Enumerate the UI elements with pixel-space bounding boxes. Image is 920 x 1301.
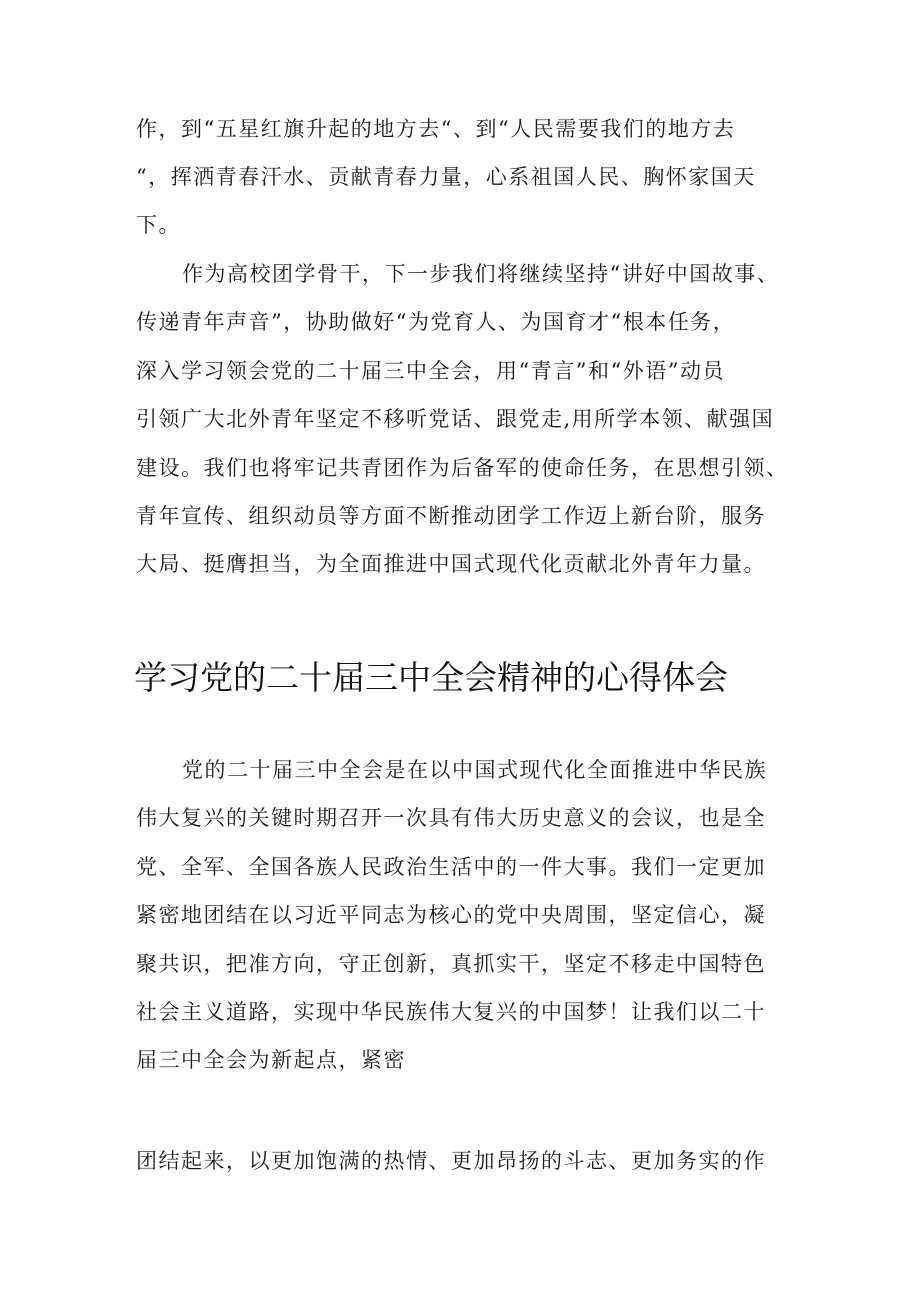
- text-line: 届三中全会为新起点，紧密: [136, 1048, 406, 1072]
- text-line: 建设。我们也将牢记共青团作为后备军的使命任务，在思想引领、: [136, 456, 789, 480]
- text-line: 党的二十届三中全会是在以中国式现代化全面推进中华民族: [182, 758, 767, 782]
- text-line: 作为高校团学骨干，下一步我们将继续坚持“讲好中国故事、: [182, 262, 780, 286]
- text-line: 深入学习领会党的二十届三中全会，用“青言”和“外语”动员: [136, 359, 725, 383]
- text-line: 作，到“五星红旗升起的地方去“、到“人民需要我们的地方去: [136, 117, 736, 141]
- text-line: 紧密地团结在以习近平同志为核心的党中央周围，坚定信心，凝: [136, 903, 766, 927]
- text-line: 青年宣传、组织动员等方面不断推动团学工作迈上新台阶，服务: [136, 504, 766, 528]
- text-line: 伟大复兴的关键时期召开一次具有伟大历史意义的会议，也是全: [136, 806, 766, 830]
- section-heading: 学习党的二十届三中全会精神的心得体会: [134, 658, 728, 697]
- text-line: 团结起来，以更加饱满的热情、更加昂扬的斗志、更加务实的作: [136, 1149, 766, 1173]
- text-line: 引领广大北外青年坚定不移听党话、跟党走,用所学本领、献强国: [136, 407, 775, 431]
- text-line: 传递青年声音”，协助做好“为党育人、为国育才“根本任务，: [136, 310, 736, 334]
- text-line: 党、全军、全国各族人民政治生活中的一件大事。我们一定更加: [136, 855, 766, 879]
- text-line: 社会主义道路，实现中华民族伟大复兴的中国梦！让我们以二十: [136, 1000, 766, 1024]
- text-line: “，挥洒青春汗水、贡献青春力量，心系祖国人民、胸怀家国天: [136, 165, 756, 189]
- text-line: 大局、挺膺担当，为全面推进中国式现代化贡献北外青年力量。: [136, 552, 766, 576]
- text-line: 下。: [136, 213, 181, 237]
- text-line: 聚共识，把准方向，守正创新，真抓实干，坚定不移走中国特色: [136, 952, 766, 976]
